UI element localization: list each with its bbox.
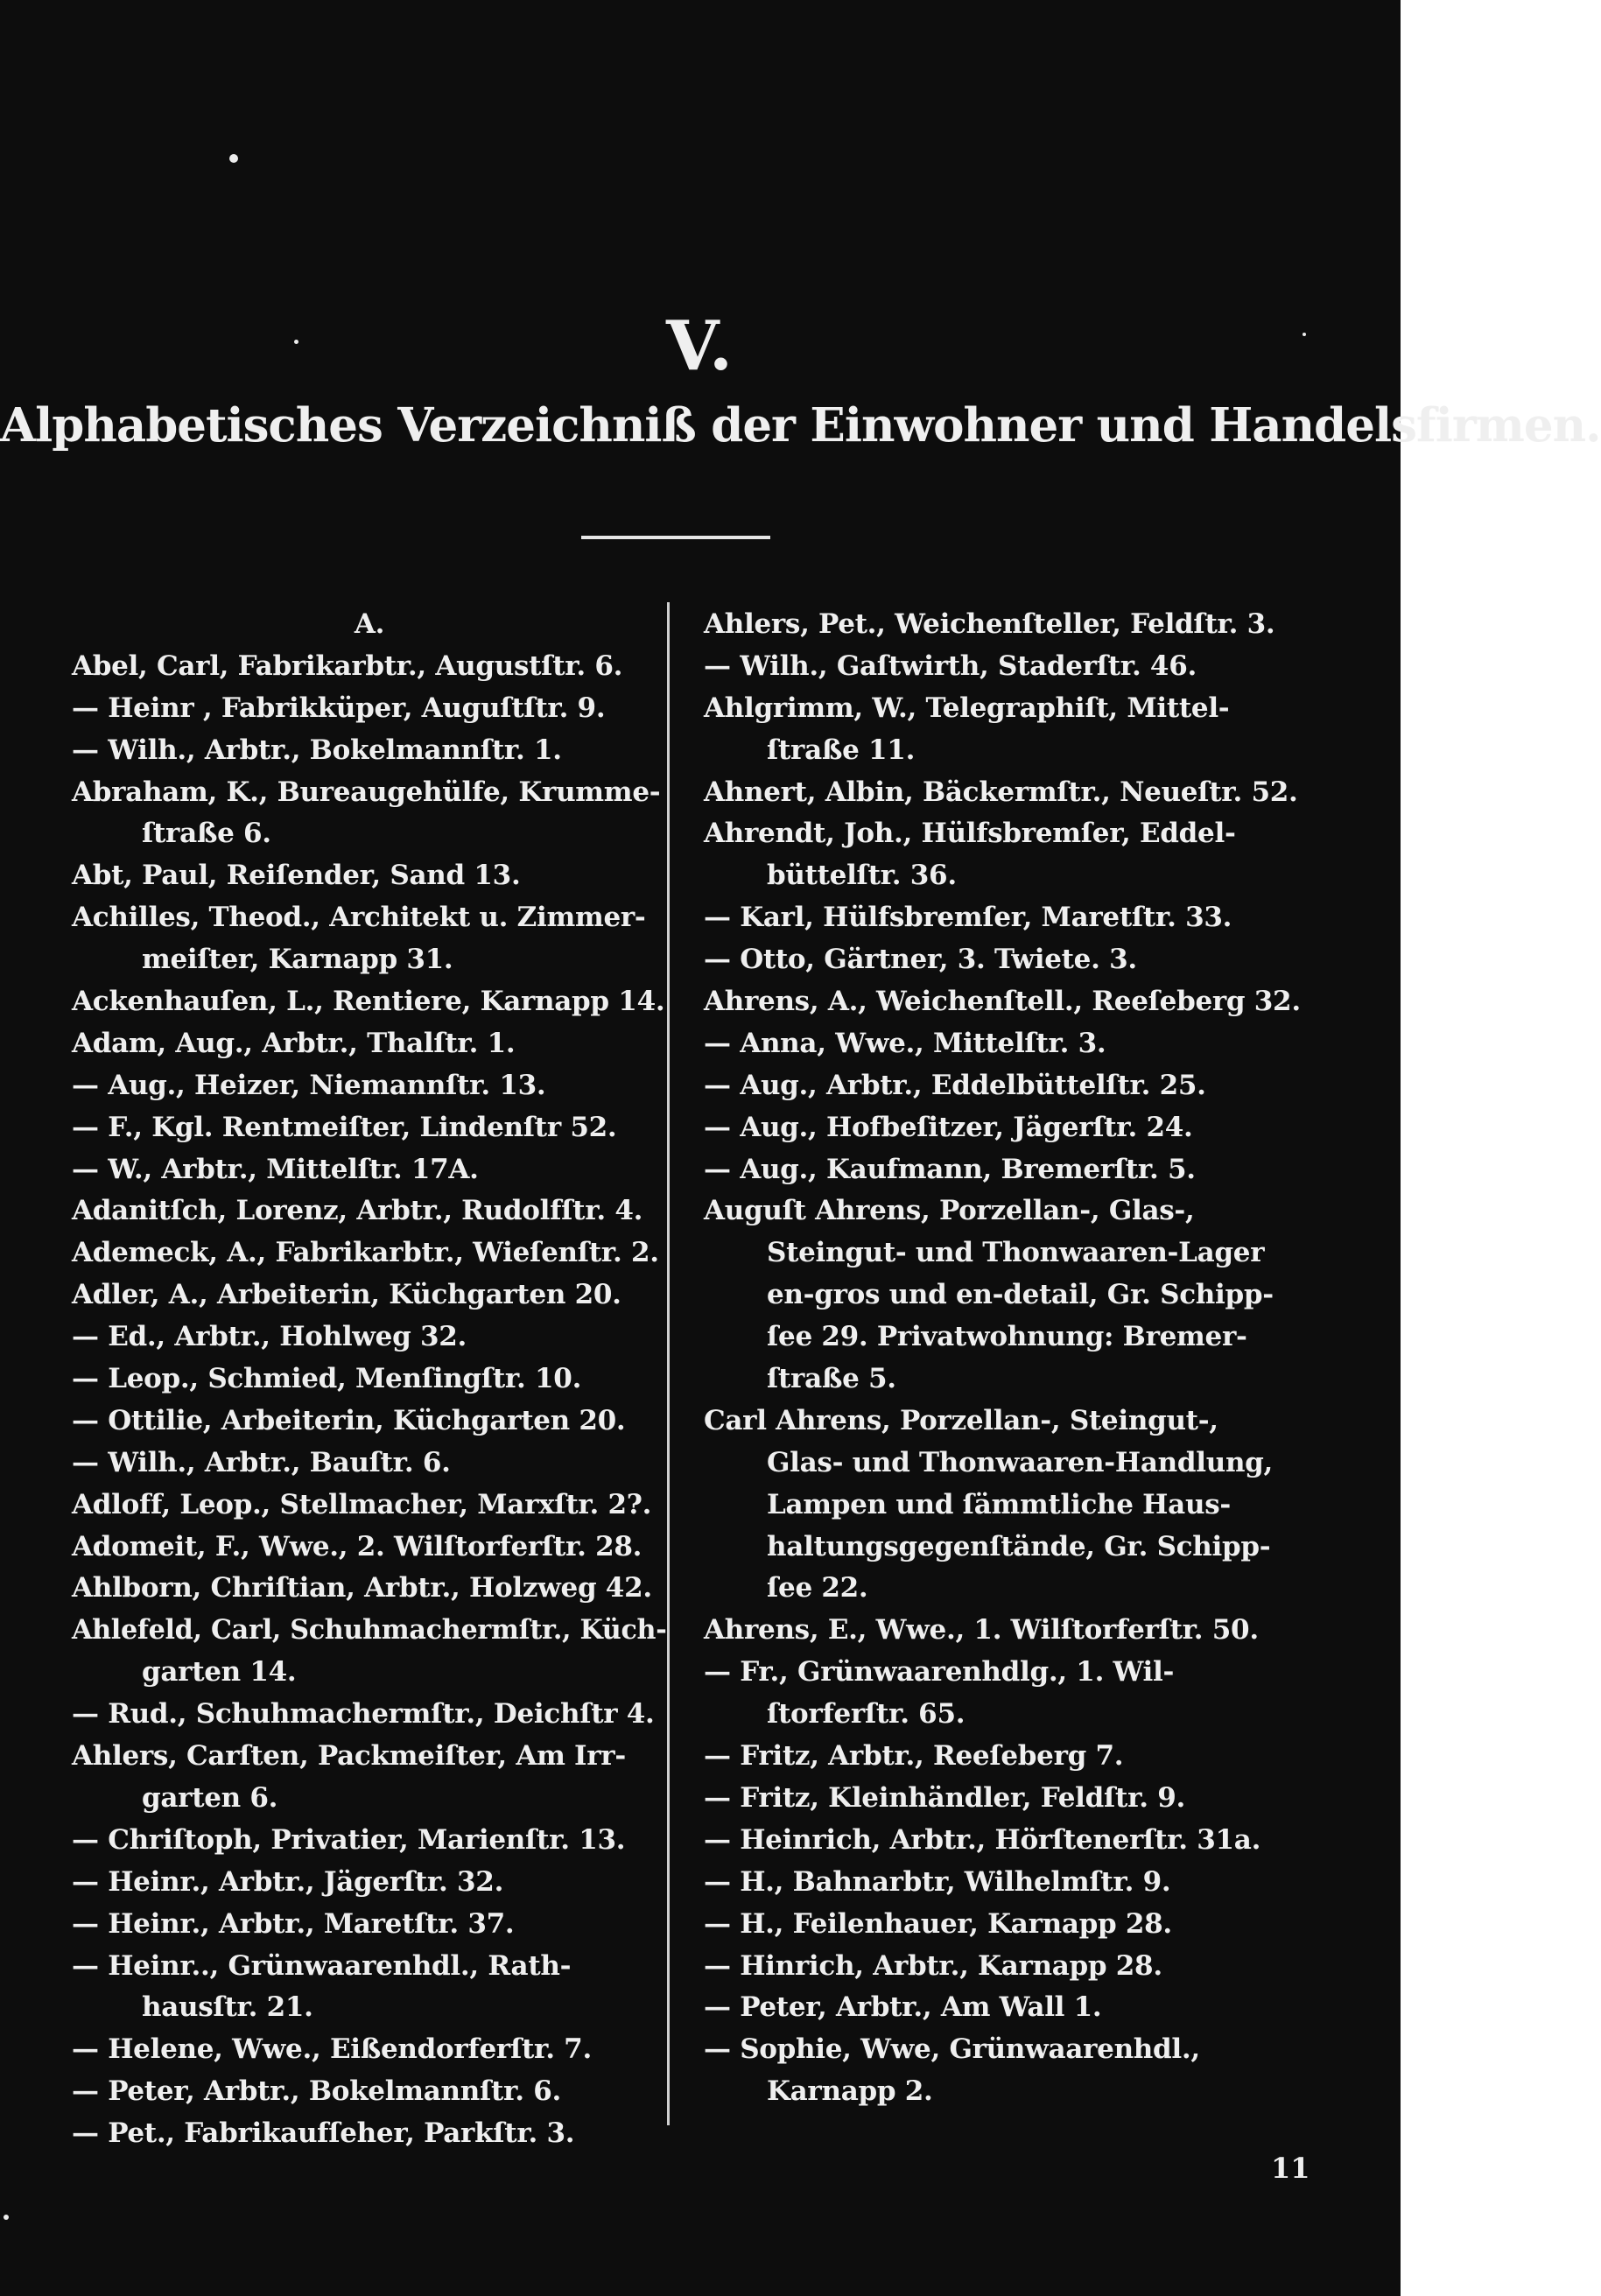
advertisement-entry: Auguſt Ahrens, Porzellan-, Glas-, — [704, 1195, 1195, 1227]
directory-entry: — H., Feilenhauer, Karnapp 28. — [704, 1907, 1172, 1940]
directory-entry: — Karl, Hülfsbremſer, Maretſtr. 33. — [704, 902, 1232, 934]
entry-continuation: ſtraße 6. — [142, 818, 271, 850]
column-divider — [667, 602, 670, 2125]
letter-heading: A. — [354, 608, 385, 640]
title-rule — [581, 536, 770, 539]
directory-entry: Ahlers, Carſten, Packmeiſter, Am Irr- — [72, 1740, 626, 1773]
directory-entry: — Wilh., Arbtr., Bauſtr. 6. — [72, 1446, 451, 1478]
entry-continuation: hausſtr. 21. — [142, 1991, 313, 2024]
entry-continuation: Karnapp 2. — [767, 2075, 933, 2108]
directory-entry: — Heinr.., Grünwaarenhdl., Rath- — [72, 1949, 572, 1982]
directory-entry: Adanitſch, Lorenz, Arbtr., Rudolfſtr. 4. — [72, 1195, 643, 1227]
directory-entry: — Fritz, Arbtr., Reeſeberg 7. — [704, 1740, 1124, 1773]
entry-continuation: garten 14. — [142, 1656, 297, 1689]
left-column — [72, 604, 667, 2155]
entry-continuation: meiſter, Karnapp 31. — [142, 944, 453, 976]
directory-entry: — Wilh., Arbtr., Bokelmannſtr. 1. — [72, 734, 562, 766]
entry-continuation: Steingut- und Thonwaaren-Lager — [767, 1237, 1265, 1269]
entry-continuation: garten 6. — [142, 1781, 278, 1814]
directory-entry: — Aug., Arbtr., Eddelbüttelſtr. 25. — [704, 1069, 1206, 1101]
directory-entry: Ahlgrimm, W., Telegraphiſt, Mittel- — [704, 692, 1230, 724]
entry-continuation: Glas- und Thonwaaren-Handlung, — [767, 1446, 1274, 1478]
directory-entry: Ahlefeld, Carl, Schuhmachermſtr., Küch- — [72, 1614, 667, 1647]
entry-continuation: ſtraße 11. — [767, 734, 916, 766]
directory-entry: — Helene, Wwe., Eißendorferſtr. 7. — [72, 2033, 592, 2066]
directory-entry: Ackenhauſen, L., Rentiere, Karnapp 14. — [72, 986, 665, 1018]
speck-mark — [4, 2215, 9, 2220]
directory-entry: — Fritz, Kleinhändler, Feldſtr. 9. — [704, 1781, 1186, 1814]
directory-entry: — Otto, Gärtner, 3. Twiete. 3. — [704, 944, 1137, 976]
entry-continuation: haltungsgegenſtände, Gr. Schipp- — [767, 1530, 1271, 1562]
entry-continuation: ſtraße 5. — [767, 1363, 896, 1395]
directory-entry: — Aug., Kaufmann, Bremerſtr. 5. — [704, 1153, 1196, 1185]
page-title: Alphabetisches Verzeichniß der Einwohner und Handelsfirmen. — [0, 398, 1601, 453]
entry-continuation: ſee 29. Privatwohnung: Bremer- — [767, 1321, 1247, 1353]
directory-entry: — Aug., Hofbeſitzer, Jägerſtr. 24. — [704, 1111, 1193, 1143]
directory-entry: — Pet., Fabrikaufſeher, Parkſtr. 3. — [72, 2117, 575, 2150]
directory-entry: — Rud., Schuhmachermſtr., Deichſtr 4. — [72, 1698, 655, 1731]
directory-entry: — Chriſtoph, Privatier, Marienſtr. 13. — [72, 1823, 626, 1856]
directory-entry: — Heinr , Fabrikküper, Auguſtſtr. 9. — [72, 692, 606, 724]
directory-entry: — Fr., Grünwaarenhdlg., 1. Wil- — [704, 1656, 1175, 1689]
directory-entry: Ahrendt, Joh., Hülfsbremſer, Eddel- — [704, 818, 1236, 850]
directory-entry: Ahlers, Pet., Weichenſteller, Feldſtr. 3. — [704, 608, 1275, 640]
directory-entry: — Anna, Wwe., Mittelſtr. 3. — [704, 1027, 1106, 1059]
directory-entry: — W., Arbtr., Mittelſtr. 17A. — [72, 1153, 479, 1185]
section-letter: V. — [665, 306, 735, 386]
directory-entry: — Hinrich, Arbtr., Karnapp 28. — [704, 1949, 1162, 1982]
directory-entry: Ademeck, A., Fabrikarbtr., Wieſenſtr. 2. — [72, 1237, 659, 1269]
directory-entry: Adloff, Leop., Stellmacher, Marxſtr. 2?. — [72, 1488, 652, 1520]
directory-entry: — Ed., Arbtr., Hohlweg 32. — [72, 1321, 467, 1353]
directory-entry: Ahrens, A., Weichenſtell., Reeſeberg 32. — [704, 986, 1301, 1018]
directory-entry: Achilles, Theod., Architekt u. Zimmer- — [72, 902, 646, 934]
directory-entry: Abt, Paul, Reiſender, Sand 13. — [72, 860, 521, 892]
directory-entry: — Aug., Heizer, Niemannſtr. 13. — [72, 1069, 546, 1101]
directory-entry: — Leop., Schmied, Menſingſtr. 10. — [72, 1363, 582, 1395]
entry-continuation: en-gros und en-detail, Gr. Schipp- — [767, 1279, 1274, 1311]
directory-entry: — Heinr., Arbtr., Jägerſtr. 32. — [72, 1865, 504, 1898]
advertisement-entry: Carl Ahrens, Porzellan-, Steingut-, — [704, 1404, 1218, 1436]
directory-entry: — Ottilie, Arbeiterin, Küchgarten 20. — [72, 1404, 626, 1436]
entry-continuation: Lampen und ſämmtliche Haus- — [767, 1488, 1231, 1520]
directory-entry: Adler, A., Arbeiterin, Küchgarten 20. — [72, 1279, 621, 1311]
directory-entry: Abraham, K., Bureaugehülfe, Krumme- — [72, 776, 661, 808]
directory-entry: — Sophie, Wwe, Grünwaarenhdl., — [704, 2033, 1200, 2066]
right-column — [704, 604, 1317, 2113]
directory-entry: — H., Bahnarbtr, Wilhelmſtr. 9. — [704, 1865, 1171, 1898]
directory-entry: Ahlborn, Chriſtian, Arbtr., Holzweg 42. — [72, 1572, 652, 1604]
directory-entry: — Wilh., Gaſtwirth, Staderſtr. 46. — [704, 649, 1197, 682]
directory-entry: Ahnert, Albin, Bäckermſtr., Neueſtr. 52. — [704, 776, 1298, 808]
entry-continuation: ſee 22. — [767, 1572, 868, 1604]
directory-entry: — Peter, Arbtr., Bokelmannſtr. 6. — [72, 2075, 561, 2108]
directory-entry: — Heinrich, Arbtr., Hörſtenerſtr. 31a. — [704, 1823, 1261, 1856]
directory-entry: Adomeit, F., Wwe., 2. Wilſtorferſtr. 28. — [72, 1530, 643, 1562]
entry-continuation: ſtorferſtr. 65. — [767, 1698, 966, 1731]
directory-entry: — Heinr., Arbtr., Maretſtr. 37. — [72, 1907, 515, 1940]
directory-entry: — Peter, Arbtr., Am Wall 1. — [704, 1991, 1102, 2024]
speck-mark — [229, 154, 238, 163]
directory-entry: Ahrens, E., Wwe., 1. Wilſtorferſtr. 50. — [704, 1614, 1259, 1647]
directory-entry: Abel, Carl, Fabrikarbtr., Augustſtr. 6. — [72, 649, 623, 682]
page-number: 11 — [1271, 2152, 1310, 2185]
entry-continuation: büttelſtr. 36. — [767, 860, 957, 892]
directory-entry: — F., Kgl. Rentmeiſter, Lindenſtr 52. — [72, 1111, 617, 1143]
directory-entry: Adam, Aug., Arbtr., Thalſtr. 1. — [72, 1027, 516, 1059]
